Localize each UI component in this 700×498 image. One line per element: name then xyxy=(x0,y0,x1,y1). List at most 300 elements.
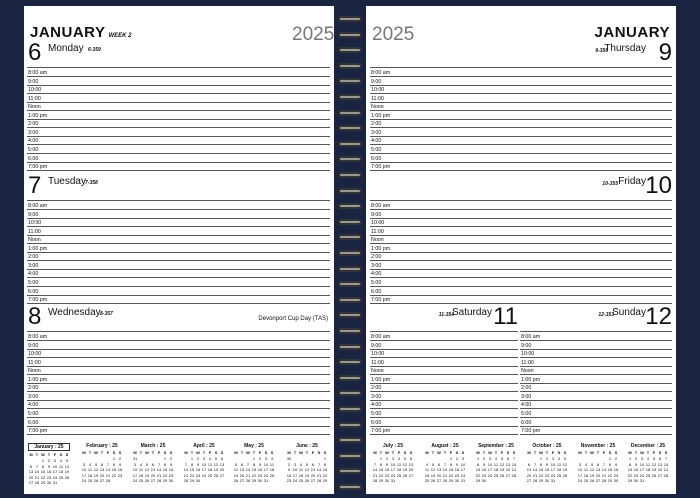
weekday-initial: M xyxy=(425,450,429,455)
mini-calendar-weekdays xyxy=(183,450,225,455)
mini-day: 17 xyxy=(201,467,207,473)
weekday-initial: T xyxy=(545,450,549,455)
hour-label: 10:00 xyxy=(28,351,42,358)
mini-day: 24 xyxy=(292,477,298,483)
hour-line[interactable] xyxy=(27,119,330,120)
mini-day: 22 xyxy=(378,472,384,478)
mini-day: 8 xyxy=(628,461,632,467)
year-label: 2025 xyxy=(372,24,415,45)
mini-day: 29 xyxy=(627,477,633,483)
mini-day: 2 xyxy=(455,456,459,462)
hour-line[interactable] xyxy=(370,277,672,278)
hour-line[interactable] xyxy=(520,357,672,358)
hour-label: 8:00 am xyxy=(28,334,48,340)
hour-line[interactable] xyxy=(370,357,518,358)
weekday-initial: T xyxy=(391,450,395,455)
mini-day: 29 xyxy=(475,477,481,483)
hour-label: 2:00 xyxy=(28,121,39,128)
mini-calendar-title: January : 25 xyxy=(28,443,70,451)
weekday-initial: S xyxy=(270,450,274,455)
mini-day: 14 xyxy=(34,469,40,475)
hour-line[interactable] xyxy=(27,252,330,253)
hour-line[interactable] xyxy=(370,243,672,244)
mini-day: 9 xyxy=(385,461,389,467)
hour-label: 9:00 xyxy=(28,211,39,218)
mini-day: 14 xyxy=(183,467,189,473)
mini-day: 15 xyxy=(378,467,384,473)
hour-line[interactable] xyxy=(27,162,330,163)
hour-label: Noon xyxy=(28,104,41,111)
hour-line[interactable] xyxy=(520,417,672,418)
mini-day: 12 xyxy=(651,461,657,467)
hour-line[interactable] xyxy=(520,374,672,375)
weekday-initial: F xyxy=(449,450,453,455)
hour-line[interactable] xyxy=(370,434,518,435)
hour-line[interactable] xyxy=(370,340,518,341)
mini-day: 28 xyxy=(156,477,162,483)
mini-day: 1 xyxy=(41,458,45,464)
weekday-initial: F xyxy=(258,450,262,455)
weekday-initial: S xyxy=(118,450,122,455)
mini-day: 5 xyxy=(94,461,98,467)
hour-line[interactable] xyxy=(370,295,672,296)
mini-day: 29 xyxy=(189,477,195,483)
hour-line[interactable] xyxy=(27,391,330,392)
hour-line[interactable] xyxy=(370,383,518,384)
weekday-initial: T xyxy=(494,450,498,455)
hour-line[interactable] xyxy=(370,153,672,154)
mini-calendar-weekdays xyxy=(81,450,123,455)
mini-calendar-weekdays xyxy=(132,450,174,455)
hour-line[interactable] xyxy=(520,391,672,392)
mini-day: 22 xyxy=(251,472,257,478)
mini-day: 13 xyxy=(150,467,156,473)
mini-day: 16 xyxy=(544,467,550,473)
weekday-initial: M xyxy=(527,450,531,455)
mini-day: 4 xyxy=(494,456,498,462)
mini-calendar-weekdays xyxy=(28,452,70,457)
hour-line[interactable] xyxy=(27,303,330,304)
mini-day: 25 xyxy=(645,472,651,478)
hour-label: 2:00 xyxy=(371,385,382,392)
hour-line[interactable] xyxy=(370,209,672,210)
weekday-initial: T xyxy=(482,450,486,455)
hour-label: 10:00 xyxy=(28,87,42,94)
mini-day: 26 xyxy=(651,472,657,478)
mini-day: 11 xyxy=(556,461,562,467)
mini-day: 15 xyxy=(607,467,613,473)
hour-line[interactable] xyxy=(27,374,330,375)
hour-line[interactable] xyxy=(27,383,330,384)
mini-day: 11 xyxy=(645,461,651,467)
hour-line[interactable] xyxy=(27,144,330,145)
hour-label: 1:00 pm xyxy=(371,245,391,252)
mini-day: 19 xyxy=(213,467,219,473)
mini-day: 8 xyxy=(608,461,612,467)
mini-day: 3 xyxy=(264,456,268,462)
hour-line[interactable] xyxy=(370,400,518,401)
mini-day: 2 xyxy=(169,456,173,462)
mini-day: 9 xyxy=(634,461,638,467)
mini-day: 12 xyxy=(430,467,436,473)
hour-line[interactable] xyxy=(370,391,518,392)
mini-calendar-title: July : 25 xyxy=(382,443,403,449)
day-header-line xyxy=(370,200,672,201)
mini-calendar-weekdays xyxy=(372,450,414,455)
weekday-initial: T xyxy=(47,452,51,457)
hour-label: 3:00 xyxy=(371,393,382,400)
hour-line[interactable] xyxy=(370,162,672,163)
hour-line[interactable] xyxy=(370,235,672,236)
mini-day: 20 xyxy=(526,472,532,478)
hour-label: 8:00 am xyxy=(371,203,391,209)
hour-line[interactable] xyxy=(520,366,672,367)
mini-day: 5 xyxy=(590,461,594,467)
hour-line[interactable] xyxy=(370,374,518,375)
hour-line[interactable] xyxy=(27,218,330,219)
mini-calendar-title: August : 25 xyxy=(431,443,459,449)
spiral-ring xyxy=(338,344,362,350)
mini-day: 28 xyxy=(442,477,448,483)
mini-day: 10 xyxy=(390,461,396,467)
spiral-ring xyxy=(338,437,362,443)
weekday-initial: T xyxy=(646,450,650,455)
mini-day: 13 xyxy=(219,461,225,467)
hour-line[interactable] xyxy=(27,426,330,427)
hour-label: 3:00 xyxy=(371,129,382,136)
hour-line[interactable] xyxy=(370,303,672,304)
mini-day: 9 xyxy=(455,461,459,467)
mini-day: 19 xyxy=(402,467,408,473)
hour-line[interactable] xyxy=(370,252,672,253)
mini-day: 8 xyxy=(379,461,383,467)
day-header-line xyxy=(520,331,672,332)
weekday-initial: S xyxy=(563,450,567,455)
mini-day: 11 xyxy=(396,461,402,467)
mini-day: 26 xyxy=(402,472,408,478)
mini-day: 27 xyxy=(239,477,245,483)
mini-day: 19 xyxy=(93,472,99,478)
spiral-ring xyxy=(338,375,362,381)
mini-day: 14 xyxy=(442,467,448,473)
mini-day: 23 xyxy=(454,472,460,478)
mini-day: 6 xyxy=(311,461,315,467)
day-header-line xyxy=(27,331,330,332)
mini-day: 19 xyxy=(430,472,436,478)
hour-line[interactable] xyxy=(27,136,330,137)
mini-calendar-days xyxy=(424,456,466,483)
hour-line[interactable] xyxy=(520,383,672,384)
mini-calendar-title: October : 25 xyxy=(532,443,562,449)
hour-line[interactable] xyxy=(27,434,330,435)
hour-line[interactable] xyxy=(520,408,672,409)
mini-day: 7 xyxy=(512,456,516,462)
mini-day: 6 xyxy=(409,456,413,462)
mini-day: 8 xyxy=(41,463,45,469)
mini-day: 25 xyxy=(556,472,562,478)
mini-day: 9 xyxy=(258,461,262,467)
mini-day: 15 xyxy=(475,467,481,473)
mini-day: 21 xyxy=(316,472,322,478)
hour-line[interactable] xyxy=(27,127,330,128)
mini-day: 18 xyxy=(556,467,562,473)
mini-day: 11 xyxy=(424,467,430,473)
mini-calendar xyxy=(286,443,328,483)
mini-day: 28 xyxy=(183,477,189,483)
day-of-year: 9-356 xyxy=(595,48,608,54)
weekday-initial: W xyxy=(640,450,644,455)
hour-line[interactable] xyxy=(520,434,672,435)
mini-day: 10 xyxy=(577,467,583,473)
hour-label: 6:00 xyxy=(521,419,532,426)
hour-line[interactable] xyxy=(27,408,330,409)
hour-line[interactable] xyxy=(370,110,672,111)
hour-line[interactable] xyxy=(27,277,330,278)
mini-day: 25 xyxy=(207,472,213,478)
mini-day: 24 xyxy=(639,472,645,478)
hour-line[interactable] xyxy=(370,144,672,145)
mini-day: 28 xyxy=(511,472,517,478)
mini-day: 28 xyxy=(372,477,378,483)
mini-calendar-weekdays xyxy=(577,450,619,455)
hour-line[interactable] xyxy=(27,110,330,111)
mini-day: 21 xyxy=(105,472,111,478)
hour-line[interactable] xyxy=(370,260,672,261)
weekday-initial: M xyxy=(29,452,33,457)
hour-line[interactable] xyxy=(370,426,518,427)
mini-day: 26 xyxy=(233,477,239,483)
mini-day: 16 xyxy=(168,467,174,473)
hour-line[interactable] xyxy=(27,340,330,341)
mini-day: 3 xyxy=(133,461,137,467)
mini-day: 17 xyxy=(292,472,298,478)
mini-day: 29 xyxy=(607,477,613,483)
day-name: Wednesday xyxy=(48,307,101,318)
mini-day: 10 xyxy=(487,461,493,467)
mini-day: 22 xyxy=(475,472,481,478)
mini-day: 4 xyxy=(59,458,63,464)
mini-day: 26 xyxy=(64,474,70,480)
mini-day xyxy=(64,480,70,485)
mini-day: 30 xyxy=(544,477,550,483)
spiral-ring xyxy=(338,94,362,100)
mini-day: 21 xyxy=(156,472,162,478)
mini-day: 25 xyxy=(493,472,499,478)
hour-label: 8:00 am xyxy=(521,334,541,340)
mini-day: 27 xyxy=(408,472,414,478)
mini-calendar-days xyxy=(233,456,275,483)
hour-line[interactable] xyxy=(27,85,330,86)
mini-day: 1 xyxy=(190,456,194,462)
mini-calendar xyxy=(424,443,466,483)
hour-line[interactable] xyxy=(370,286,672,287)
hour-line[interactable] xyxy=(370,349,518,350)
hour-label: 1:00 pm xyxy=(28,376,48,383)
mini-day: 28 xyxy=(245,477,251,483)
mini-day: 10 xyxy=(292,467,298,473)
hour-line[interactable] xyxy=(370,226,672,227)
mini-day: 7 xyxy=(443,461,447,467)
hour-line[interactable] xyxy=(370,136,672,137)
mini-day: 6 xyxy=(506,456,510,462)
mini-day: 17 xyxy=(639,467,645,473)
day-name: Friday xyxy=(618,176,646,187)
weekday-initial: M xyxy=(373,450,377,455)
hour-label: 4:00 xyxy=(371,402,382,409)
spiral-ring xyxy=(338,250,362,256)
mini-day: 6 xyxy=(220,456,224,462)
hour-label: 4:00 xyxy=(28,402,39,409)
mini-day: 14 xyxy=(105,467,111,473)
mini-day: 6 xyxy=(527,461,531,467)
mini-day: 22 xyxy=(538,472,544,478)
mini-day: 23 xyxy=(633,472,639,478)
mini-day: 22 xyxy=(322,472,328,478)
mini-day: 3 xyxy=(82,461,86,467)
hour-line[interactable] xyxy=(27,243,330,244)
mini-day: 22 xyxy=(40,474,46,480)
hour-line[interactable] xyxy=(370,102,672,103)
mini-day: 12 xyxy=(213,461,219,467)
spiral-ring xyxy=(338,328,362,334)
mini-calendar-title: December : 25 xyxy=(630,443,666,449)
mini-day: 9 xyxy=(118,461,122,467)
mini-day: 9 xyxy=(614,461,618,467)
weekday-initial: W xyxy=(590,450,594,455)
hour-line[interactable] xyxy=(520,426,672,427)
hour-line[interactable] xyxy=(27,260,330,261)
hour-line[interactable] xyxy=(27,400,330,401)
hour-line[interactable] xyxy=(370,269,672,270)
hour-line[interactable] xyxy=(27,357,330,358)
mini-day: 11 xyxy=(269,461,275,467)
hour-line[interactable] xyxy=(27,226,330,227)
day-of-year: 7-358 xyxy=(85,180,98,186)
mini-day: 26 xyxy=(304,477,310,483)
mini-day: 21 xyxy=(601,472,607,478)
mini-day: 16 xyxy=(633,467,639,473)
day-number: 7 xyxy=(28,172,42,199)
mini-day: 5 xyxy=(65,458,69,464)
hour-line[interactable] xyxy=(27,153,330,154)
hour-line[interactable] xyxy=(370,119,672,120)
hour-line[interactable] xyxy=(27,76,330,77)
mini-day: 15 xyxy=(111,467,117,473)
mini-day: 26 xyxy=(213,472,219,478)
mini-day: 18 xyxy=(87,472,93,478)
mini-day: 24 xyxy=(132,477,138,483)
mini-day: 25 xyxy=(424,477,430,483)
mini-day: 2 xyxy=(634,456,638,462)
hour-line[interactable] xyxy=(27,286,330,287)
mini-calendar-days xyxy=(577,456,619,483)
mini-day: 27 xyxy=(595,477,601,483)
weekday-initial: T xyxy=(151,450,155,455)
weekday-initial: M xyxy=(234,450,238,455)
mini-day: 18 xyxy=(645,467,651,473)
mini-day: 30 xyxy=(454,477,460,483)
hour-line[interactable] xyxy=(370,366,518,367)
weekday-initial: F xyxy=(551,450,555,455)
spiral-ring xyxy=(338,188,362,194)
weekday-initial: W xyxy=(385,450,389,455)
hour-label: 8:00 am xyxy=(371,70,391,76)
hour-line[interactable] xyxy=(27,170,330,171)
mini-day: 16 xyxy=(481,467,487,473)
hour-line[interactable] xyxy=(27,93,330,94)
spiral-ring xyxy=(338,406,362,412)
hour-label: 5:00 xyxy=(371,410,382,417)
mini-day xyxy=(511,478,517,483)
weekday-initial: T xyxy=(202,450,206,455)
hour-line[interactable] xyxy=(27,102,330,103)
hour-line[interactable] xyxy=(27,417,330,418)
weekday-initial: M xyxy=(184,450,188,455)
mini-day: 5 xyxy=(652,456,656,462)
weekday-initial: W xyxy=(94,450,98,455)
mini-day: 30 xyxy=(613,477,619,483)
mini-day: 26 xyxy=(430,477,436,483)
hour-line[interactable] xyxy=(370,85,672,86)
mini-day: 23 xyxy=(195,472,201,478)
hour-line[interactable] xyxy=(27,295,330,296)
hour-line[interactable] xyxy=(520,400,672,401)
hour-line[interactable] xyxy=(520,349,672,350)
hour-line[interactable] xyxy=(370,408,518,409)
hour-line[interactable] xyxy=(370,76,672,77)
mini-day: 4 xyxy=(584,461,588,467)
day-header-line xyxy=(27,200,330,201)
hour-line[interactable] xyxy=(520,340,672,341)
hour-line[interactable] xyxy=(370,417,518,418)
mini-day: 2 xyxy=(258,456,262,462)
hour-line[interactable] xyxy=(27,269,330,270)
day-name: Tuesday xyxy=(48,176,86,187)
mini-calendar-days xyxy=(627,456,669,483)
mini-day: 18 xyxy=(424,472,430,478)
hour-line[interactable] xyxy=(27,366,330,367)
hour-line[interactable] xyxy=(27,235,330,236)
hour-label: 4:00 xyxy=(371,271,382,278)
hour-line[interactable] xyxy=(27,209,330,210)
hour-line[interactable] xyxy=(370,218,672,219)
mini-day: 7 xyxy=(373,461,377,467)
mini-day: 9 xyxy=(169,461,173,467)
day-of-year: 11-354 xyxy=(438,312,454,318)
weekday-initial: W xyxy=(437,450,441,455)
hour-label: 11:00 xyxy=(28,95,41,102)
hour-line[interactable] xyxy=(370,127,672,128)
weekday-initial: S xyxy=(506,450,510,455)
hour-label: 6:00 xyxy=(371,419,382,426)
mini-day: 5 xyxy=(403,456,407,462)
mini-day: 17 xyxy=(577,472,583,478)
hour-line[interactable] xyxy=(370,93,672,94)
hour-label: 1:00 pm xyxy=(28,245,48,252)
hour-label: 11:00 xyxy=(28,228,41,235)
hour-line[interactable] xyxy=(370,170,672,171)
mini-day: 2 xyxy=(545,456,549,462)
mini-day: 15 xyxy=(538,467,544,473)
mini-day: 19 xyxy=(144,472,150,478)
hour-line[interactable] xyxy=(27,349,330,350)
mini-day xyxy=(408,478,414,483)
hour-label: 7:00 pm xyxy=(371,164,391,171)
spiral-ring xyxy=(338,78,362,84)
weekday-initial: F xyxy=(106,450,110,455)
mini-day: 11 xyxy=(138,467,144,473)
hour-label: 9:00 xyxy=(371,342,382,349)
